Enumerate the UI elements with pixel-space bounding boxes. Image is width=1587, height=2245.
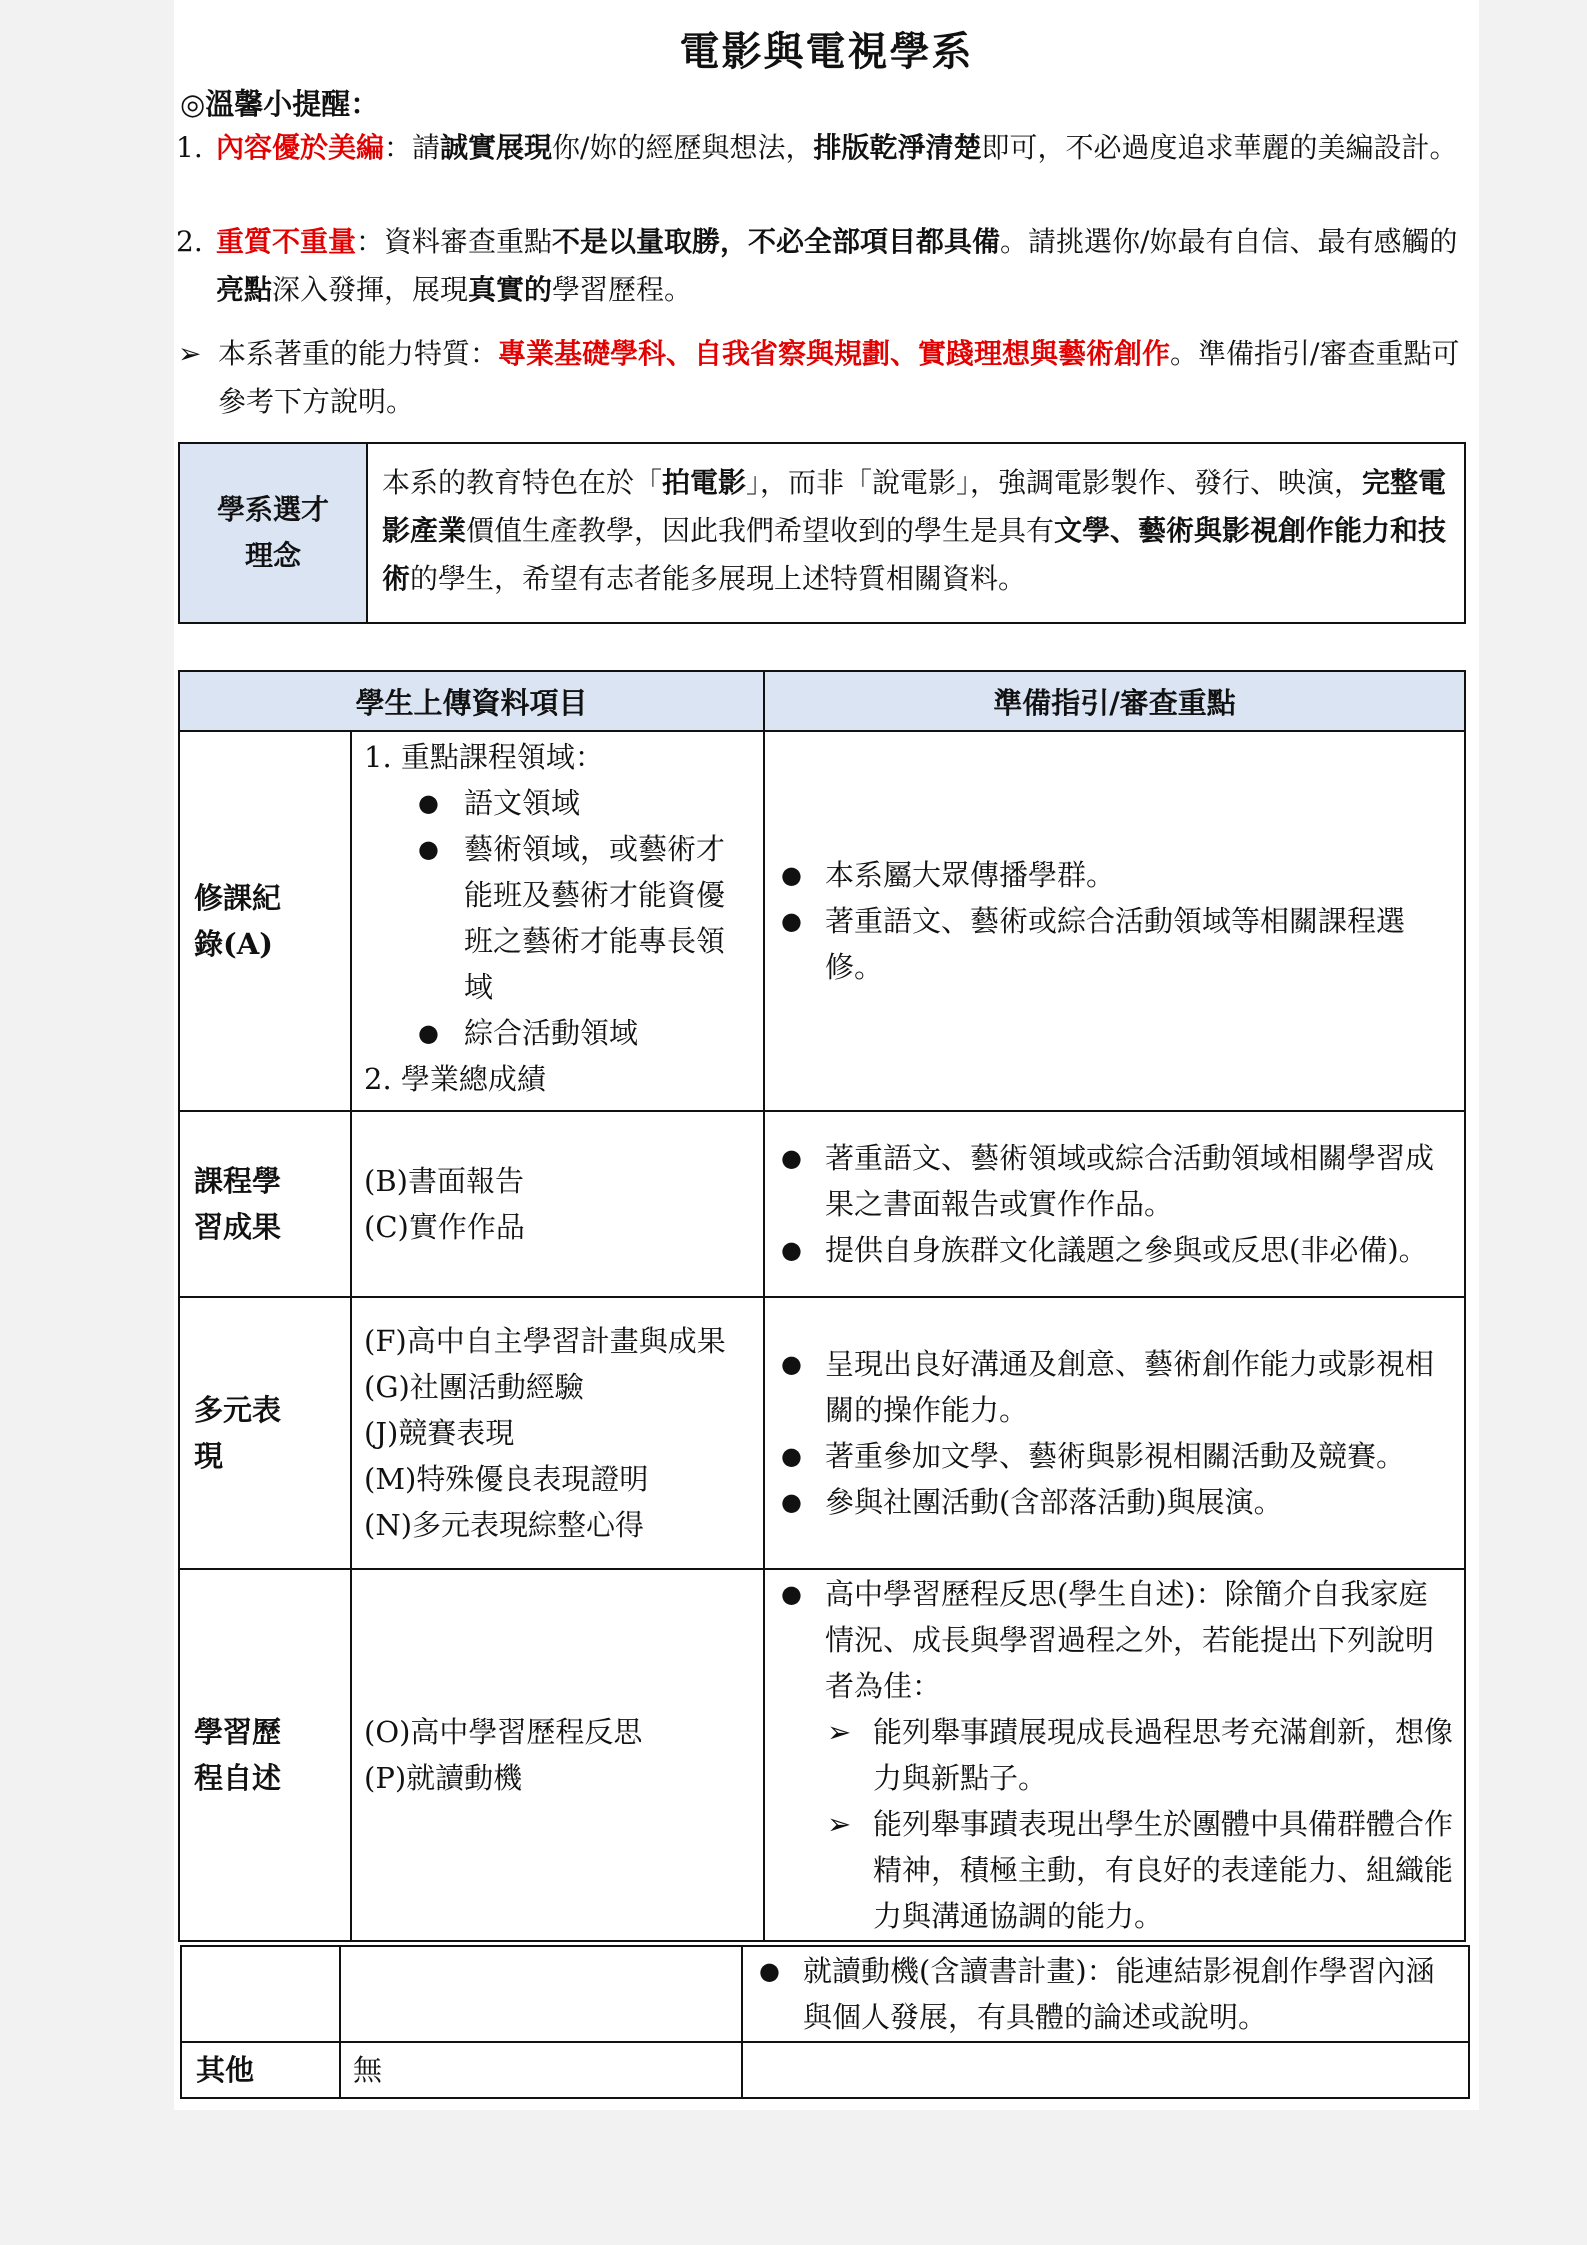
list-item: ● 本系屬大眾傳播學群。 <box>781 852 1454 898</box>
text: 價值生產教學，因此我們希望收到的學生是具有 <box>466 514 1055 547</box>
list-item: ● 高中學習歷程反思(學生自述)：除簡介自我家庭情況、成長與學習過程之外，若能提出下列說明者為佳： <box>781 1571 1454 1709</box>
items-cell <box>351 1111 764 1297</box>
label-line: 課程學 <box>194 1164 282 1198</box>
text: 本系著重的能力特質： <box>218 337 499 370</box>
list-item: ● 參與社團活動(含部落活動)與展演。 <box>781 1479 1454 1525</box>
text: 的學生，希望有志者能多展現上述特質相關資料。 <box>410 562 1027 595</box>
continuation-table <box>180 1945 1470 2099</box>
header-upload-items: 學生上傳資料項目 <box>179 671 764 731</box>
label-line: 現 <box>194 1439 224 1473</box>
text: ：請 <box>384 131 441 164</box>
row-label <box>179 1297 351 1569</box>
text: 。請挑選你/妳最有自信、最有感觸的 <box>1000 225 1458 258</box>
arrow-bullet-icon: ➢ <box>178 337 202 370</box>
empty-cell <box>181 1946 340 2042</box>
list-item: ● 語文領域 <box>418 780 762 826</box>
list-item: 2. 學業總成績 <box>364 1062 546 1096</box>
bold-text: 真實的 <box>468 273 553 306</box>
highlight-red: 專業基礎學科、自我省察與規劃、實踐理想與藝術創作 <box>498 337 1171 370</box>
header-guidelines: 準備指引/審查重點 <box>764 671 1465 731</box>
list-item: (G)社團活動經驗 <box>364 1370 584 1404</box>
list-item: (F)高中自主學習計畫與成果 <box>364 1324 726 1358</box>
text: ：資料審查重點 <box>356 225 553 258</box>
list-item: (M)特殊優良表現證明 <box>364 1462 649 1496</box>
table-header-row <box>179 671 1465 731</box>
label-line: 錄(A) <box>194 927 273 961</box>
label-line: 習成果 <box>194 1210 282 1244</box>
list-item: ● 呈現出良好溝通及創意、藝術創作能力或影視相關的操作能力。 <box>781 1341 1454 1433</box>
label-line: 學習歷 <box>194 1715 282 1749</box>
reminder-heading: ◎溫馨小提醒： <box>180 87 380 121</box>
abilities-note <box>178 330 1468 426</box>
bold-text: 誠實展現 <box>440 131 553 164</box>
row-label <box>179 1569 351 1941</box>
document-page <box>174 0 1479 2110</box>
row-label: 其他 <box>181 2042 340 2098</box>
label-line: 理念 <box>244 539 301 572</box>
bold-text: 不是以量取勝，不必全部項目都具備 <box>552 225 1001 258</box>
table-row <box>179 1569 1465 1941</box>
list-item: ● 就讀動機(含讀書計畫)：能連結影視創作學習內涵與個人發展，有具體的論述或說明。 <box>759 1948 1458 2040</box>
list-item: ● 提供自身族群文化議題之參與或反思(非必備)。 <box>781 1227 1454 1273</box>
list-item: (N)多元表現綜整心得 <box>364 1508 645 1542</box>
list-item: 1. 重點課程領域： <box>364 740 604 774</box>
table-row <box>179 1297 1465 1569</box>
reminder-item-2 <box>176 218 1466 314</box>
label-line: 學系選才 <box>216 493 329 526</box>
sub-list-item: ➢ 能列舉事蹟展現成長過程思考充滿創新，想像力與新點子。 <box>827 1709 1454 1801</box>
bold-text: 文學、藝術與影視創作能力和技術 <box>382 514 1447 595</box>
upload-items-table <box>178 670 1466 1942</box>
text: 你/妳的經歷與想法， <box>552 131 814 164</box>
list-item: (O)高中學習歷程反思 <box>364 1715 643 1749</box>
bold-text: 排版乾淨清楚 <box>813 131 982 164</box>
table-row <box>179 731 1465 1111</box>
bold-text: 亮點 <box>216 273 273 306</box>
list-item: (J)競賽表現 <box>364 1416 515 1450</box>
list-item: ● 綜合活動領域 <box>418 1010 762 1056</box>
text: 學習歷程。 <box>552 273 693 306</box>
list-item: (B)書面報告 <box>364 1164 524 1198</box>
selection-philosophy-table <box>178 442 1466 624</box>
highlight-red: 內容優於美編 <box>216 131 385 164</box>
table-row <box>179 1111 1465 1297</box>
list-item: (P)就讀動機 <box>364 1761 523 1795</box>
page-title: 電影與電視學系 <box>679 28 974 75</box>
text: 即可，不必過度追求華麗的美編設計。 <box>981 131 1458 164</box>
text: 本系的教育特色在於「 <box>382 466 663 499</box>
guideline-cell <box>764 1111 1465 1297</box>
sub-list-item: ➢ 能列舉事蹟表現出學生於團體中具備群體合作精神，積極主動，有良好的表達能力、組織能力與溝通協調的能力。 <box>827 1801 1454 1939</box>
list-item: ● 著重參加文學、藝術與影視相關活動及競賽。 <box>781 1433 1454 1479</box>
list-item: ● 著重語文、藝術或綜合活動領域等相關課程選修。 <box>781 898 1454 990</box>
empty-cell <box>340 1946 742 2042</box>
label-line: 修課紀 <box>194 881 282 915</box>
empty-cell <box>742 2042 1469 2098</box>
guideline-cell <box>742 1946 1469 2042</box>
table-row <box>181 1946 1469 2042</box>
guideline-cell <box>764 1297 1465 1569</box>
philosophy-text <box>367 443 1465 623</box>
guideline-cell <box>764 1569 1465 1941</box>
table-row <box>181 2042 1469 2098</box>
items-cell <box>351 1297 764 1569</box>
list-item: (C)實作作品 <box>364 1210 525 1244</box>
row-label <box>179 1111 351 1297</box>
text: 」，而非「說電影」，強調電影製作、發行、映演， <box>746 466 1363 499</box>
items-cell <box>351 1569 764 1941</box>
label-line: 多元表 <box>194 1393 282 1427</box>
bold-text: 完整電影產業 <box>382 466 1447 547</box>
row-label <box>179 731 351 1111</box>
text: 深入發揮，展現 <box>272 273 469 306</box>
highlight-red: 重質不重量 <box>216 225 357 258</box>
list-item: ● 藝術領域，或藝術才能班及藝術才能資優班之藝術才能專長領域 <box>418 826 752 1010</box>
bold-text: 拍電影 <box>662 466 747 499</box>
item-number: 1. <box>176 131 203 164</box>
items-cell <box>351 731 764 1111</box>
label-line: 程自述 <box>194 1761 282 1795</box>
text: 。準備指引/審查重點可參考下方說明。 <box>218 337 1460 418</box>
items-cell: 無 <box>340 2042 742 2098</box>
guideline-cell <box>764 731 1465 1111</box>
philosophy-label <box>179 443 367 623</box>
reminder-item-1 <box>176 124 1466 172</box>
item-number: 2. <box>176 225 203 258</box>
list-item: ● 著重語文、藝術領域或綜合活動領域相關學習成果之書面報告或實作作品。 <box>781 1135 1454 1227</box>
